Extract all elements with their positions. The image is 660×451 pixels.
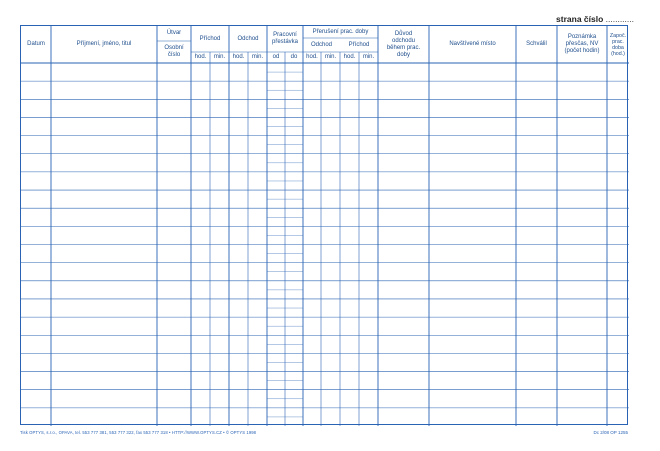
- header-jmeno: Příjmení, jméno, titul: [76, 41, 132, 47]
- header-prer-odchod-hod: hod.: [306, 54, 318, 60]
- header-preruseni: Přerušení prac. doby: [312, 28, 369, 35]
- attendance-form-table: [20, 25, 628, 425]
- header-datum: Datum: [27, 41, 45, 47]
- header-schvalil: Schválil: [526, 41, 547, 47]
- header-preruseni-prichod: Příchod: [348, 41, 370, 48]
- header-zapoc: Započ. prac. doba (hod.): [609, 32, 627, 57]
- header-poznamka: Poznámka přesčas, NV (počet hodin): [564, 34, 600, 54]
- header-odchod: Odchod: [237, 35, 259, 42]
- page-number-dots: ............: [605, 14, 634, 24]
- header-prer-prichod-min: min.: [362, 54, 375, 60]
- header-odchod-min: min.: [251, 54, 264, 60]
- header-prestavka-do: do: [290, 54, 298, 60]
- header-preruseni-odchod: Odchod: [310, 41, 332, 48]
- header-prestavka: Pracovní přestávka: [271, 32, 298, 45]
- table-grid: [21, 26, 629, 426]
- header-duvod: Důvod odchodu během prac. doby: [386, 30, 421, 58]
- header-prestavka-od: od: [272, 54, 280, 60]
- header-prichod: Příchod: [199, 35, 221, 42]
- page-number-label: [556, 14, 634, 24]
- header-prer-odchod-min: min.: [324, 54, 337, 60]
- header-osobni-cislo: Osobní číslo: [164, 45, 184, 58]
- header-misto: Navštívené místo: [449, 41, 496, 47]
- header-odchod-hod: hod.: [232, 54, 245, 60]
- header-prichod-hod: hod.: [194, 54, 207, 60]
- page-number-title: strana číslo: [556, 14, 604, 24]
- footer-form-code: Dc 2/08 OP 1255: [593, 430, 628, 435]
- header-prichod-min: min.: [213, 54, 226, 60]
- header-utvar: Útvar: [166, 30, 182, 36]
- header-prer-prichod-hod: hod.: [343, 54, 356, 60]
- footer-printer-info: Tisk OPTYS, s.r.o., OPAVA, tel. 553 777 381, 553 777 322, fax 553 777 318 • HTTP://WWW.OPTYS.CZ • © OPTYS 1998: [20, 430, 257, 435]
